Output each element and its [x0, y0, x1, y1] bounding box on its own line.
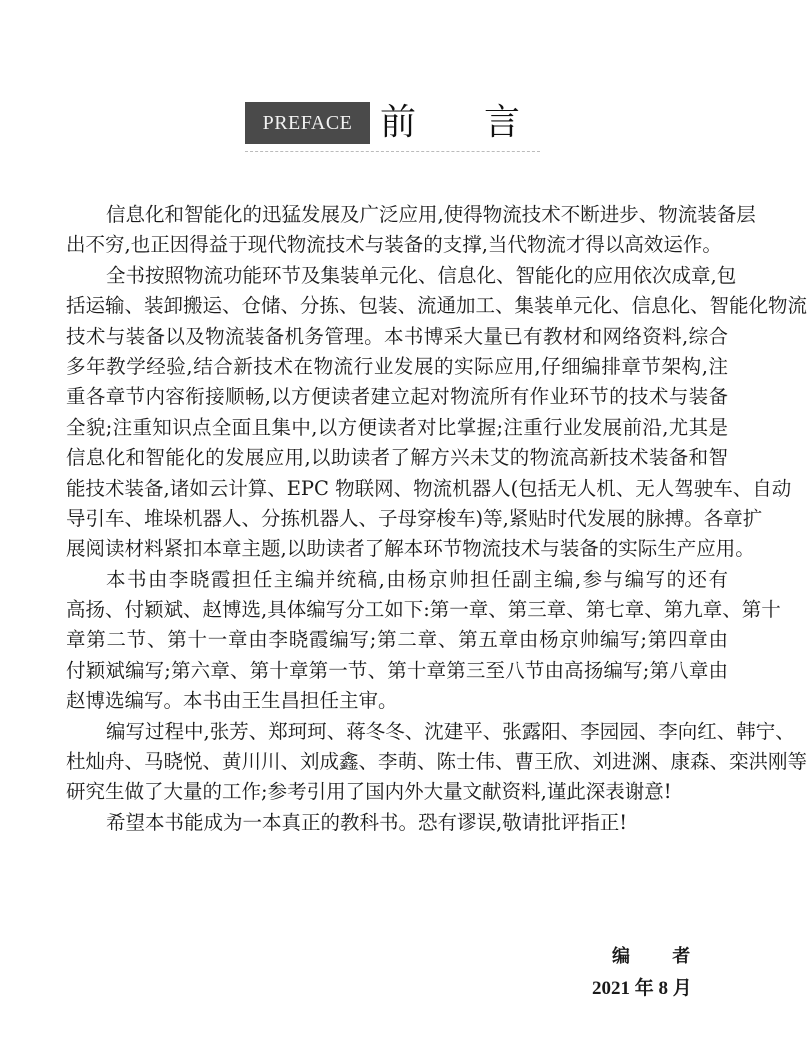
paragraph-line: 出不穷,也正因得益于现代物流技术与装备的支撑,当代物流才得以高效运作。: [66, 233, 722, 257]
paragraph: [66, 261, 807, 565]
signature-date: 2021 年 8 月: [592, 978, 692, 999]
paragraph-line: 高扬、付颖斌、赵博选,具体编写分工如下:第一章、第三章、第七章、第九章、第十: [66, 598, 781, 622]
paragraph-line: 研究生做了大量的工作;参考引用了国内外大量文献资料,谨此深表谢意!: [66, 780, 672, 804]
title-char-qian: 前: [380, 102, 417, 143]
paragraph-line: 全书按照物流功能环节及集装单元化、信息化、智能化的应用依次成章,包: [106, 263, 737, 287]
paragraph-line: 编写过程中,张芳、郑珂珂、蒋冬冬、沈建平、张露阳、李园园、李向红、韩宁、: [106, 719, 795, 743]
header-dashed-divider: [245, 151, 540, 152]
paragraph-line: 希望本书能成为一本真正的教科书。恐有谬误,敬请批评指正!: [106, 810, 628, 834]
paragraph: [66, 565, 781, 717]
signature-editor: 编 者: [612, 946, 709, 967]
paragraph-line: 展阅读材料紧扣本章主题,以助读者了解本环节物流技术与装备的实际生产应用。: [66, 537, 755, 561]
paragraph-line: 技术与装备以及物流装备机务管理。本书博采大量已有教材和网络资料,综合: [66, 324, 728, 348]
paragraph-line: 章第二节、第十一章由李晓霞编写;第二章、第五章由杨京帅编写;第四章由: [66, 628, 728, 652]
paragraph-line: 信息化和智能化的发展应用,以助读者了解方兴未艾的物流高新技术装备和智: [66, 446, 728, 470]
paragraph-line: 赵博选编写。本书由王生昌担任主审。: [66, 689, 398, 713]
paragraph-line: 本书由李晓霞担任主编并统稿,由杨京帅担任副主编,参与编写的还有: [106, 567, 728, 591]
paragraph: [66, 717, 807, 808]
preface-body: [66, 200, 807, 838]
paragraph: [66, 808, 728, 838]
paragraph-line: 括运输、装卸搬运、仓储、分拣、包装、流通加工、集装单元化、信息化、智能化物流: [66, 294, 807, 318]
paragraph-line: 能技术装备,诸如云计算、EPC 物联网、物流机器人(包括无人机、无人驾驶车、自动: [66, 476, 792, 500]
title-char-yan: 言: [484, 102, 521, 143]
paragraph-line: 导引车、堆垛机器人、分拣机器人、子母穿梭车)等,紧贴时代发展的脉搏。各章扩: [66, 506, 763, 530]
paragraph: [66, 200, 756, 261]
paragraph-line: 杜灿舟、马晓悦、黄川川、刘成鑫、李萌、陈士伟、曹王欣、刘进渊、康森、栾洪刚等: [66, 750, 807, 774]
paragraph-line: 信息化和智能化的迅猛发展及广泛应用,使得物流技术不断进步、物流装备层: [106, 203, 756, 226]
paragraph-line: 付颖斌编写;第六章、第十章第一节、第十章第三至八节由高扬编写;第八章由: [66, 658, 728, 682]
preface-label-box: PREFACE: [245, 102, 370, 144]
paragraph-line: 全貌;注重知识点全面且集中,以方便读者对比掌握;注重行业发展前沿,尤其是: [66, 415, 728, 439]
paragraph-line: 重各章节内容衔接顺畅,以方便读者建立起对物流所有作业环节的技术与装备: [66, 385, 728, 409]
paragraph-line: 多年教学经验,结合新技术在物流行业发展的实际应用,仔细编排章节架构,注: [66, 354, 728, 378]
